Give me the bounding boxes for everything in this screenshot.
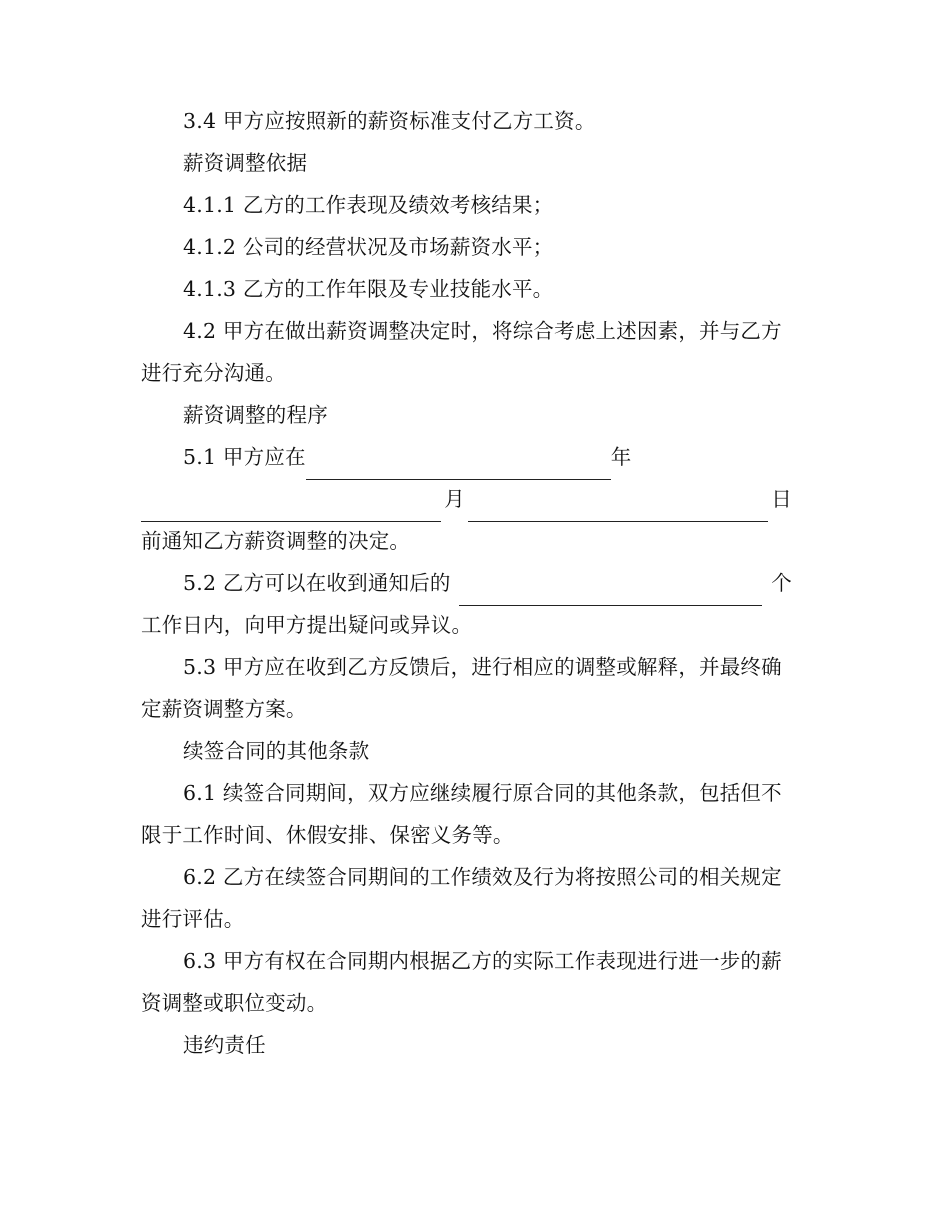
section-heading-adjustment-procedure: 薪资调整的程序 [183,403,328,427]
clause-6-2: 6.2 乙方在续签合同期间的工作绩效及行为将按照公司的相关规定进行评估。 [141,865,782,931]
clause-5-1-day-label: 日 [771,487,792,511]
clause-5-1-line-3: 前通知乙方薪资调整的决定。 [141,529,411,553]
clause-5-2-prefix: 5.2 乙方可以在收到通知后的 [183,571,451,595]
blank-days-field[interactable] [459,581,762,606]
clause-4-1-1: 4.1.1 乙方的工作表现及绩效考核结果； [183,193,554,217]
clause-6-3: 6.3 甲方有权在合同期内根据乙方的实际工作表现进行进一步的薪资调整或职位变动。 [141,949,782,1015]
clause-5-3: 5.3 甲方应在收到乙方反馈后，进行相应的调整或解释，并最终确定薪资调整方案。 [141,655,782,721]
clause-5-2 [141,562,792,646]
clause-5-1-year-label: 年 [610,445,632,469]
clause-3-4: 3.4 甲方应按照新的薪资标准支付乙方工资。 [183,109,596,133]
clause-5-1-month-label: 月 [444,487,465,511]
clause-5-1-prefix: 5.1 甲方应在 [183,445,306,469]
clause-5-1-line-2 [141,478,792,520]
clause-5-2-line-2: 工作日内，向甲方提出疑问或异议。 [141,613,473,637]
clause-5-2-unit-label: 个 [771,571,792,595]
clause-6-1: 6.1 续签合同期间，双方应继续履行原合同的其他条款，包括但不限于工作时间、休假安排、保密义务等。 [141,781,782,847]
clause-5-1 [141,436,792,562]
blank-day-field[interactable] [468,497,768,522]
clause-4-2: 4.2 甲方在做出薪资调整决定时，将综合考虑上述因素，并与乙方进行充分沟通。 [141,319,782,385]
blank-year-field[interactable] [306,455,611,480]
clause-5-1-line-1 [141,436,792,478]
clause-4-1-2: 4.1.2 公司的经营状况及市场薪资水平； [183,235,554,259]
section-heading-salary-basis: 薪资调整依据 [183,151,308,175]
blank-month-field[interactable] [141,497,441,522]
document-body [141,100,792,1066]
section-heading-breach-liability: 违约责任 [183,1033,266,1057]
clause-4-1-3: 4.1.3 乙方的工作年限及专业技能水平。 [183,277,554,301]
clause-5-2-line-1 [141,562,792,604]
section-heading-other-terms: 续签合同的其他条款 [183,739,370,763]
